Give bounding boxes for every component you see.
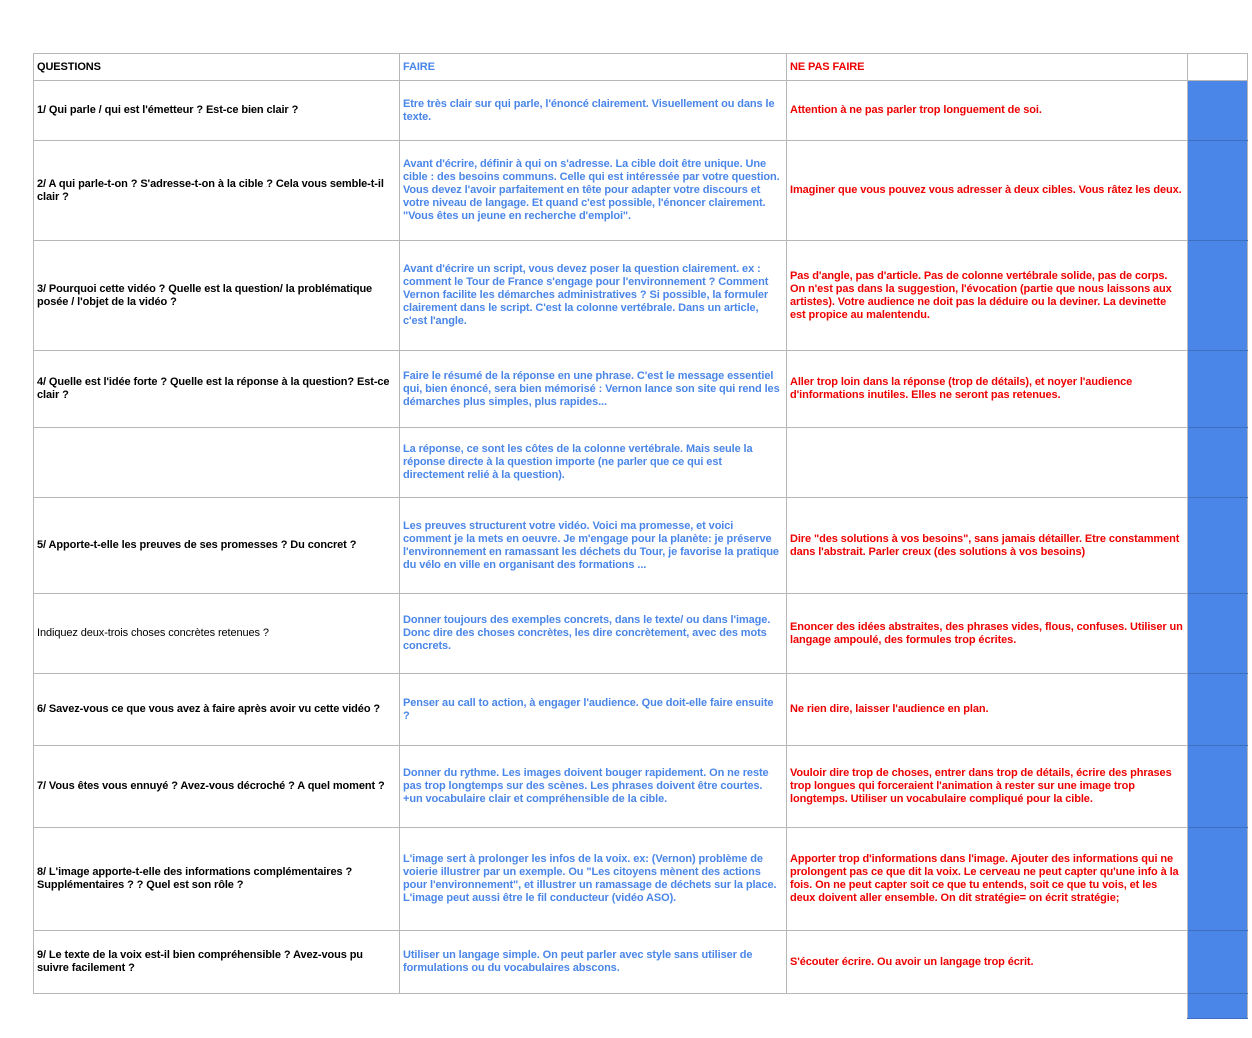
status-cell[interactable] (1188, 241, 1248, 351)
questions-table (33, 53, 1248, 1019)
faire-cell[interactable]: Avant d'écrire un script, vous devez poser la question clairement. ex : comment le Tour de France s'engage pour l'environnement ? Comment Vernon facilite les démarches administratives ? Si possible, la formuler clairement dans le script. C'est la colonne vertébrale. Dans un article, c'est l'angle. (400, 241, 787, 351)
header-questions[interactable]: QUESTIONS (34, 54, 400, 81)
faire-cell[interactable]: Utiliser un langage simple. On peut parler avec style sans utiliser de formulations ou du vocabulaires abscons. (400, 931, 787, 994)
empty-cell (34, 994, 400, 1019)
status-cell[interactable] (1188, 931, 1248, 994)
question-cell[interactable]: 5/ Apporte-t-elle les preuves de ses promesses ? Du concret ? (34, 498, 400, 594)
faire-cell[interactable]: Etre très clair sur qui parle, l'énoncé clairement. Visuellement ou dans le texte. (400, 81, 787, 141)
table-row (34, 931, 1248, 994)
question-cell[interactable]: 7/ Vous êtes vous ennuyé ? Avez-vous décroché ? A quel moment ? (34, 746, 400, 828)
table-row-partial (34, 994, 1248, 1019)
question-cell[interactable]: Indiquez deux-trois choses concrètes retenues ? (34, 594, 400, 674)
empty-cell (787, 994, 1188, 1019)
ne-pas-faire-cell[interactable]: S'écouter écrire. Ou avoir un langage trop écrit. (787, 931, 1188, 994)
ne-pas-faire-cell[interactable]: Dire "des solutions à vos besoins", sans jamais détailler. Etre constamment dans l'abstrait. Parler creux (des solutions à vos besoins) (787, 498, 1188, 594)
ne-pas-faire-cell[interactable]: Apporter trop d'informations dans l'image. Ajouter des informations qui ne prolongent pas ce que dit la voix. Le cerveau ne peut capter qu'une info à la fois. On ne peut capter soit ce que tu entends, soit ce que tu vois, et les deux doivent aller ensemble. On dit stratégie= on écrit stratégie; (787, 828, 1188, 931)
header-row (34, 54, 1248, 81)
question-cell[interactable]: 2/ A qui parle-t-on ? S'adresse-t-on à la cible ? Cela vous semble-t-il clair ? (34, 141, 400, 241)
empty-cell (400, 994, 787, 1019)
question-cell[interactable]: 3/ Pourquoi cette vidéo ? Quelle est la question/ la problématique posée / l'objet de la vidéo ? (34, 241, 400, 351)
faire-cell[interactable]: Faire le résumé de la réponse en une phrase. C'est le message essentiel qui, bien énoncé, sera bien mémorisé : Vernon lance son site qui rend les démarches plus simples, plus rapides... (400, 351, 787, 428)
status-cell[interactable] (1188, 351, 1248, 428)
table-row (34, 81, 1248, 141)
ne-pas-faire-cell[interactable]: Imaginer que vous pouvez vous adresser à deux cibles. Vous râtez les deux. (787, 141, 1188, 241)
ne-pas-faire-cell[interactable]: Aller trop loin dans la réponse (trop de détails), et noyer l'audience d'informations inutiles. Elles ne seront pas retenues. (787, 351, 1188, 428)
status-cell[interactable] (1188, 594, 1248, 674)
ne-pas-faire-cell[interactable]: Vouloir dire trop de choses, entrer dans trop de détails, écrire des phrases trop longues qui forceraient l'animation à rester sur une image trop longtemps. Utiliser un vocabulaire compliqué pour la cible. (787, 746, 1188, 828)
question-cell[interactable]: 8/ L'image apporte-t-elle des informations complémentaires ? Supplémentaires ? ? Quel est son rôle ? (34, 828, 400, 931)
table-row (34, 674, 1248, 746)
faire-cell[interactable]: Penser au call to action, à engager l'audience. Que doit-elle faire ensuite ? (400, 674, 787, 746)
ne-pas-faire-cell[interactable]: Ne rien dire, laisser l'audience en plan. (787, 674, 1188, 746)
faire-cell[interactable]: Donner toujours des exemples concrets, dans le texte/ ou dans l'image. Donc dire des choses concrètes, les dire concrètement, avec des mots concrets. (400, 594, 787, 674)
header-ne-pas-faire[interactable]: NE PAS FAIRE (787, 54, 1188, 81)
status-cell[interactable] (1188, 141, 1248, 241)
faire-cell[interactable]: La réponse, ce sont les côtes de la colonne vertébrale. Mais seule la réponse directe à la question importe (ne parler que ce qui est directement relié à la question). (400, 428, 787, 498)
status-cell[interactable] (1188, 81, 1248, 141)
table-row (34, 828, 1248, 931)
status-cell[interactable] (1188, 828, 1248, 931)
table-row (34, 498, 1248, 594)
question-cell[interactable] (34, 428, 400, 498)
table-row (34, 428, 1248, 498)
status-cell[interactable] (1188, 498, 1248, 594)
ne-pas-faire-cell[interactable]: Enoncer des idées abstraites, des phrases vides, flous, confuses. Utiliser un langage ampoulé, des formules trop écrites. (787, 594, 1188, 674)
table-row (34, 241, 1248, 351)
question-cell[interactable]: 1/ Qui parle / qui est l'émetteur ? Est-ce bien clair ? (34, 81, 400, 141)
status-cell[interactable] (1188, 994, 1248, 1019)
question-cell[interactable]: 9/ Le texte de la voix est-il bien compréhensible ? Avez-vous pu suivre facilement ? (34, 931, 400, 994)
table-row (34, 351, 1248, 428)
faire-cell[interactable]: Donner du rythme. Les images doivent bouger rapidement. On ne reste pas trop longtemps sur des scènes. Les phrases doivent être courtes. +un vocabulaire clair et compréhensible de la cible. (400, 746, 787, 828)
ne-pas-faire-cell[interactable]: Pas d'angle, pas d'article. Pas de colonne vertébrale solide, pas de corps. On n'est pas dans la suggestion, l'évocation (partie que nous laissons aux artistes). Votre audience ne doit pas la déduire ou la deviner. La devinette est propice au malentendu. (787, 241, 1188, 351)
ne-pas-faire-cell[interactable] (787, 428, 1188, 498)
ne-pas-faire-cell[interactable]: Attention à ne pas parler trop longuement de soi. (787, 81, 1188, 141)
table-row (34, 594, 1248, 674)
question-cell[interactable]: 4/ Quelle est l'idée forte ? Quelle est la réponse à la question? Est-ce clair ? (34, 351, 400, 428)
header-status-column[interactable] (1188, 54, 1248, 81)
faire-cell[interactable]: Les preuves structurent votre vidéo. Voici ma promesse, et voici comment je la mets en oeuvre. Je m'engage pour la planète: je préserve l'environnement en ramassant les déchets du Tour, je favorise la pratique du vélo en ville en organisant des formations ... (400, 498, 787, 594)
faire-cell[interactable]: L'image sert à prolonger les infos de la voix. ex: (Vernon) problème de voierie illustrer par un exemple. Ou "Les citoyens mènent des actions pour l'environnement", et illustrer un ramassage de déchets sur la place. L'image peut aussi être le fil conducteur (vidéo ASO). (400, 828, 787, 931)
table-row (34, 141, 1248, 241)
status-cell[interactable] (1188, 746, 1248, 828)
question-cell[interactable]: 6/ Savez-vous ce que vous avez à faire après avoir vu cette vidéo ? (34, 674, 400, 746)
status-cell[interactable] (1188, 674, 1248, 746)
table-row (34, 746, 1248, 828)
faire-cell[interactable]: Avant d'écrire, définir à qui on s'adresse. La cible doit être unique. Une cible : des besoins communs. Celle qui est intéressée par votre question. Vous devez l'avoir parfaitement en tête pour adapter votre discours et votre niveau de langage. Et quand c'est possible, l'énoncer clairement. "Vous êtes un jeune en recherche d'emploi". (400, 141, 787, 241)
review-table-sheet (33, 53, 1248, 1019)
status-cell[interactable] (1188, 428, 1248, 498)
header-faire[interactable]: FAIRE (400, 54, 787, 81)
